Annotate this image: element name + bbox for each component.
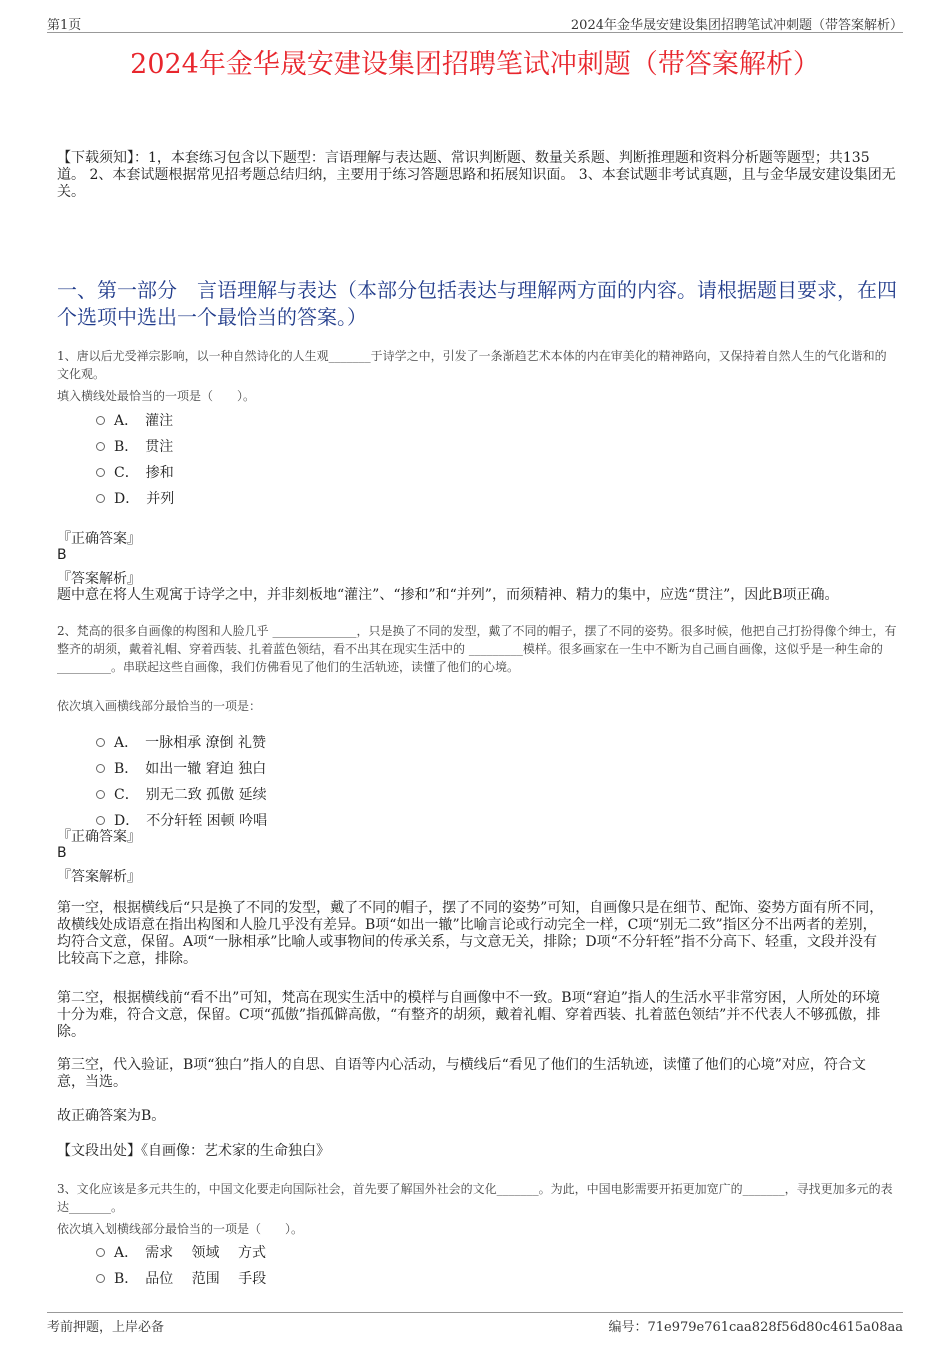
radio-icon[interactable] — [96, 1274, 105, 1283]
q2-analysis-p3: 第三空，代入验证，B项“独白”指人的自思、自语等内心活动，与横线后“看见了他们的生活轨迹，读懂了他们的心境”对应，符合文意，当选。 — [57, 1057, 866, 1090]
radio-icon[interactable] — [96, 442, 105, 451]
q2-analysis-label: 『答案解析』 — [57, 869, 141, 885]
q3-prompt: 依次填入划横线部分最恰当的一项是（ ）。 — [57, 1222, 304, 1236]
q2-answer-label: 『正确答案』 — [57, 829, 141, 845]
q2-option-a[interactable]: A． 一脉相承 潦倒 礼赞 — [96, 732, 266, 752]
page-footer — [47, 1312, 903, 1335]
radio-icon[interactable] — [96, 468, 105, 477]
q2-stem: 2、梵高的很多自画像的构图和人脸几乎 ______________，只是换了不同的发型，戴了不同的帽子，摆了不同的姿势。很多时候，他把自己打扮得像个绅士，有整齐的胡须，戴着礼帽、穿着西装、扎着蓝色领结，看不出其在现实生活中的 _________模样。很多画家在一生中不断为自己画自画像，这似乎是一种生命的 _________。串联起这些自画像，我们仿佛看见了他们的生活轨迹，读懂了他们的心境。 — [57, 624, 897, 674]
section-heading: 一、第一部分 言语理解与表达（本部分包括表达与理解两方面的内容。请根据题目要求，在四个选项中选出一个最恰当的答案。） — [57, 278, 897, 329]
q1-analysis: 题中意在将人生观寓于诗学之中，并非刻板地“灌注”、“掺和”和“并列”，而须精神、精力的集中，应选“贯注”，因此B项正确。 — [57, 587, 839, 603]
document-title: 2024年金华晟安建设集团招聘笔试冲刺题（带答案解析） — [130, 49, 820, 80]
footer-slogan: 考前押题，上岸必备 — [47, 1320, 165, 1335]
q2-option-c[interactable]: C． 别无二致 孤傲 延续 — [96, 784, 267, 804]
q3-option-b[interactable]: B． 品位 范围 手段 — [96, 1268, 266, 1288]
q1-stem: 1、唐以后尤受禅宗影响，以一种自然诗化的人生观_______于诗学之中，引发了一条渐趋艺术本体的内在审美化的精神路向，又保持着自然人生的气化谐和的文化观。 — [57, 349, 887, 381]
q1-option-c[interactable]: C． 掺和 — [96, 462, 174, 482]
header-doc-title: 2024年金华晟安建设集团招聘笔试冲刺题（带答案解析） — [570, 18, 903, 33]
page-header — [47, 10, 903, 33]
download-notice: 【下载须知】：1，本套练习包含以下题型：言语理解与表达题、常识判断题、数量关系题、判断推理题和资料分析题等题型；共135道。 2、本套试题根据常见招考题总结归纳，主要用于练习答题思路和拓展知识面。 3、本套试题非考试真题，且与金华晟安建设集团无关。 — [57, 150, 896, 200]
q1-analysis-label: 『答案解析』 — [57, 571, 141, 587]
q3-stem: 3、文化应该是多元共生的，中国文化要走向国际社会，首先要了解国外社会的文化_______。为此，中国电影需要开拓更加宽广的_______，寻找更加多元的表达_______。 — [57, 1182, 893, 1214]
q2-source: 【文段出处】《自画像：艺术家的生命独白》 — [57, 1143, 330, 1159]
footer-doc-id: 编号：71e979e761caa828f56d80c4615a08aa — [608, 1320, 903, 1335]
q2-prompt: 依次填入画横线部分最恰当的一项是： — [57, 699, 262, 713]
q2-option-d[interactable]: D． 不分轩轾 困顿 吟唱 — [96, 810, 267, 830]
radio-icon[interactable] — [96, 738, 105, 747]
radio-icon[interactable] — [96, 764, 105, 773]
q1-answer-label: 『正确答案』 — [57, 531, 141, 547]
radio-icon[interactable] — [96, 416, 105, 425]
q2-analysis-p2: 第二空，根据横线前“看不出”可知，梵高在现实生活中的模样与自画像中不一致。B项“窘迫”指人的生活水平非常穷困，人所处的环境十分为难，符合文意，保留。C项“孤傲”指孤僻高傲，“有整齐的胡须，戴着礼帽、穿着西装、扎着蓝色领结”并不代表人不够孤傲，排除。 — [57, 990, 881, 1040]
page-number: 第1页 — [47, 18, 82, 33]
radio-icon[interactable] — [96, 816, 105, 825]
q3-option-a[interactable]: A． 需求 领域 方式 — [96, 1242, 266, 1262]
q2-analysis-p1: 第一空，根据横线后“只是换了不同的发型，戴了不同的帽子，摆了不同的姿势”可知，自画像只是在细节、配饰、姿势方面有所不同，故横线处成语意在指出构图和人脸几乎没有差异。B项“如出一辙”比喻言论或行动完全一样，C项“别无二致”指区分不出两者的差别，均符合文意，保留。A项“一脉相承”比喻人或事物间的传承关系，与文意无关，排除；D项“不分轩轾”指不分高下、轻重，文段并没有比较高下之意，排除。 — [57, 900, 884, 967]
q1-answer: B — [57, 547, 67, 563]
q1-option-b[interactable]: B． 贯注 — [96, 436, 173, 456]
radio-icon[interactable] — [96, 1248, 105, 1257]
q2-analysis-p4: 故正确答案为B。 — [57, 1108, 166, 1124]
q1-prompt: 填入横线处最恰当的一项是（ ）。 — [57, 389, 256, 403]
q1-option-a[interactable]: A． 灌注 — [96, 410, 173, 430]
q1-option-d[interactable]: D． 并列 — [96, 488, 174, 508]
q2-answer: B — [57, 845, 67, 861]
radio-icon[interactable] — [96, 790, 105, 799]
radio-icon[interactable] — [96, 494, 105, 503]
q2-option-b[interactable]: B． 如出一辙 窘迫 独白 — [96, 758, 266, 778]
